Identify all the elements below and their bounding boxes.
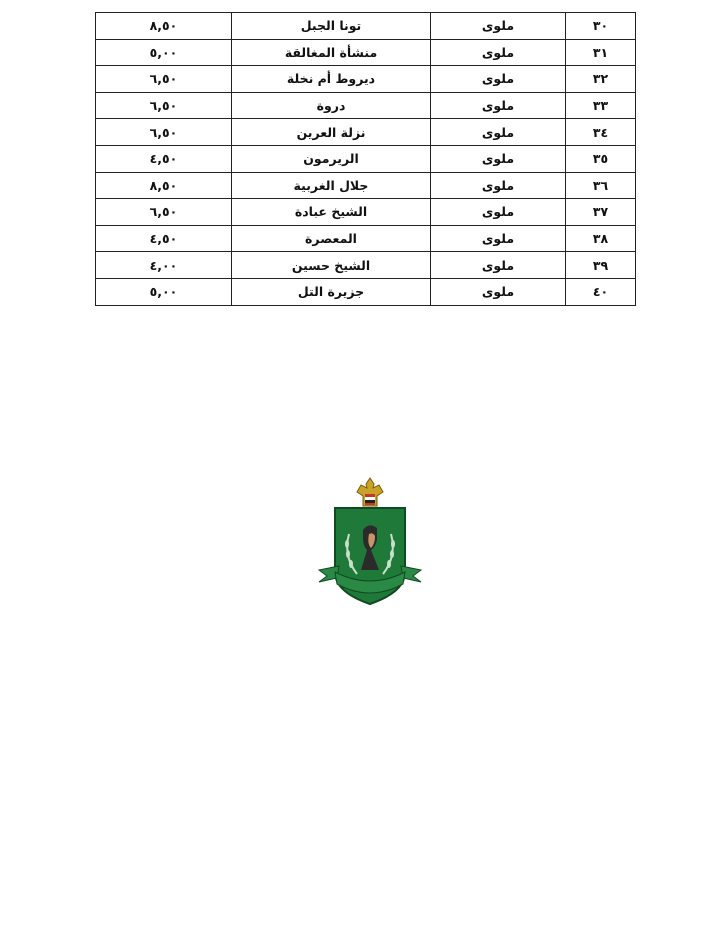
center-cell: ملوى — [431, 39, 566, 66]
village-cell: الشيخ حسين — [232, 252, 431, 279]
row-number-cell: ٣٨ — [566, 225, 636, 252]
table-row — [96, 13, 636, 40]
price-cell: ٦,٥٠ — [96, 199, 232, 226]
row-number-cell: ٣٩ — [566, 252, 636, 279]
price-cell: ٥,٠٠ — [96, 278, 232, 305]
table-row — [96, 252, 636, 279]
governorate-emblem-logo — [317, 474, 423, 616]
price-cell: ٦,٥٠ — [96, 92, 232, 119]
price-cell: ٦,٥٠ — [96, 66, 232, 93]
village-cell: جلال الغربية — [232, 172, 431, 199]
center-cell: ملوى — [431, 13, 566, 40]
row-number-cell: ٣٣ — [566, 92, 636, 119]
center-cell: ملوى — [431, 225, 566, 252]
village-cell: المعصرة — [232, 225, 431, 252]
center-cell: ملوى — [431, 66, 566, 93]
center-cell: ملوى — [431, 278, 566, 305]
price-cell: ٨,٥٠ — [96, 172, 232, 199]
emblem-icon — [317, 474, 423, 616]
center-cell: ملوى — [431, 252, 566, 279]
row-number-cell: ٣٢ — [566, 66, 636, 93]
village-cell: منشأة المغالقة — [232, 39, 431, 66]
price-cell: ٦,٥٠ — [96, 119, 232, 146]
price-cell: ٥,٠٠ — [96, 39, 232, 66]
table-row — [96, 172, 636, 199]
row-number-cell: ٣٦ — [566, 172, 636, 199]
row-number-cell: ٣٠ — [566, 13, 636, 40]
row-number-cell: ٣١ — [566, 39, 636, 66]
village-cell: دروة — [232, 92, 431, 119]
village-cell: نزلة العرين — [232, 119, 431, 146]
row-number-cell: ٣٥ — [566, 145, 636, 172]
eagle-icon — [357, 478, 383, 506]
table-row — [96, 92, 636, 119]
row-number-cell: ٣٤ — [566, 119, 636, 146]
table-row — [96, 66, 636, 93]
center-cell: ملوى — [431, 92, 566, 119]
price-cell: ٨,٥٠ — [96, 13, 232, 40]
table-row — [96, 199, 636, 226]
center-cell: ملوى — [431, 119, 566, 146]
center-cell: ملوى — [431, 199, 566, 226]
village-cell: تونا الجبل — [232, 13, 431, 40]
village-cell: الريرمون — [232, 145, 431, 172]
table-row — [96, 119, 636, 146]
price-cell: ٤,٥٠ — [96, 145, 232, 172]
price-cell: ٤,٠٠ — [96, 252, 232, 279]
center-cell: ملوى — [431, 145, 566, 172]
row-number-cell: ٣٧ — [566, 199, 636, 226]
table-row — [96, 39, 636, 66]
table-row — [96, 145, 636, 172]
row-number-cell: ٤٠ — [566, 278, 636, 305]
price-table-body — [96, 13, 636, 306]
price-table — [95, 12, 636, 306]
village-cell: الشيخ عبادة — [232, 199, 431, 226]
price-cell: ٤,٥٠ — [96, 225, 232, 252]
village-cell: ديروط أم نخلة — [232, 66, 431, 93]
center-cell: ملوى — [431, 172, 566, 199]
table-row — [96, 225, 636, 252]
village-cell: جزيرة التل — [232, 278, 431, 305]
table-row — [96, 278, 636, 305]
